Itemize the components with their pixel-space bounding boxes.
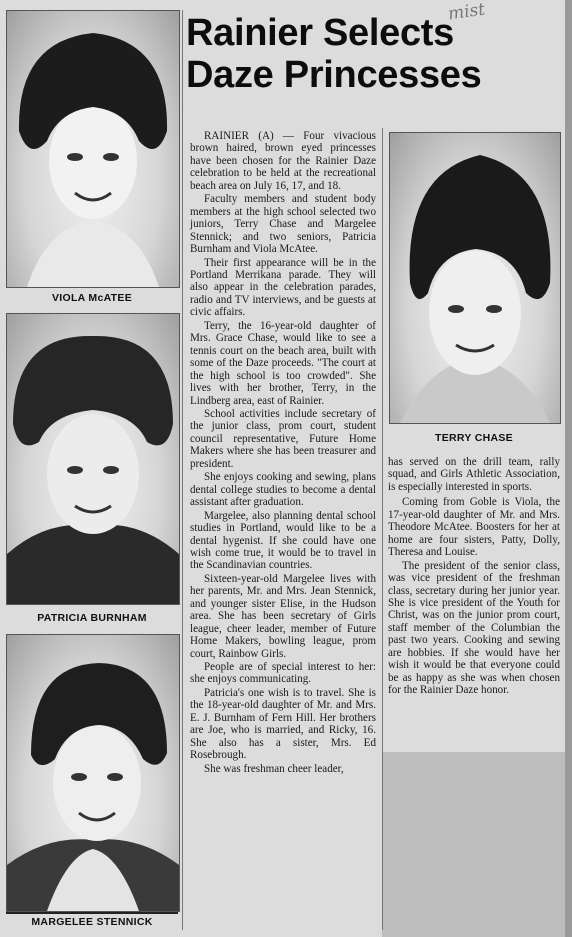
headline-line-2: Daze Princesses (186, 54, 482, 96)
article-paragraph: She enjoys cooking and sewing, plans dental college studies to become a dental assistant after graduation. (190, 471, 376, 509)
portrait-image (7, 314, 179, 604)
portrait-image (390, 133, 560, 423)
caption-underline (6, 912, 178, 914)
photo-patricia-burnham (6, 313, 180, 605)
caption-margelee: MARGELEE STENNICK (31, 916, 153, 928)
article-paragraph: She was freshman cheer leader, (204, 762, 344, 775)
article-paragraph: Sixteen-year-old Margelee lives with her parents, Mr. and Mrs. Jean Stennick, and younger sister Elise, in the Hudson area. She has been secretary of Girls league, cheer leader, member of Future Home Makers, bowling league, prom court, Rainbow Girls. (190, 572, 376, 660)
article-column-2 (388, 456, 560, 697)
headline-line-1: Rainier Selects (186, 12, 454, 54)
article-column-1 (190, 130, 376, 775)
column-rule-mid (382, 128, 383, 930)
article-paragraph: Their first appearance will be in the Portland Merrikana parade. They will also appear in the celebration parades, radio and TV interviews, and be guests at civic affairs. (190, 256, 376, 319)
page-edge (565, 0, 572, 937)
article-paragraph: The president of the senior class, was vice president of the freshman class, secretary during her junior year. She is vice president of the Youth for Christ, was on the junior prom court, staff member of the Columbian the past two years. Cooking and sewing are hobbies. If she would have her wish it would be that everyone could be as happy as she was when chosen for the Rainier Daze honor. (388, 559, 560, 697)
caption-patricia: PATRICIA BURNHAM (37, 612, 147, 624)
article-paragraph-continued: has served on the drill team, rally squad, and Girls Athletic Association, is especially interested in sports. (388, 456, 560, 493)
article-paragraph: Patricia's one wish is to travel. She is the 18-year-old daughter of Mr. and Mrs. E. J. Burnham of Fern Hill. Her brothers are Joe, who is married, and Ricky, 16. She also has a sister, Mrs. Ed Rosebrough. (190, 686, 376, 762)
photo-margelee-stennick (6, 634, 180, 912)
article-paragraph: RAINIER (A) — Four vivacious brown haired, brown eyed princesses have been chosen for the Rainier Daze celebration to be held at the recreational beach area on July 16, 17, and 18. (190, 130, 376, 192)
caption-viola: VIOLA McATEE (51, 292, 133, 304)
article-paragraph: Terry, the 16-year-old daughter of Mrs. Grace Chase, would like to see a tennis court on the beach area, built with some of the Daze proceeds. "The court at the high school is too crowded". She lives with her brother, Terry, in the Lindberg area, east of Rainier. (190, 319, 376, 407)
article-paragraph: Margelee, also planning dental school studies in Portland, would like to be a dental hygenist. If she could have one wish come true, it would be to travel in the Scandinavian countries. (190, 509, 376, 572)
column-rule-left (182, 10, 183, 930)
headline (186, 12, 558, 96)
blank-area (382, 752, 565, 937)
portrait-image (7, 11, 179, 287)
handwritten-note: mist (446, 0, 487, 25)
article-paragraph: Faculty members and student body members at the high school selected two juniors, Terry Chase and Margelee Stennick; and two seniors, Patricia Burnham and Viola McAtee. (190, 193, 376, 256)
caption-terry: TERRY CHASE (435, 432, 513, 444)
article-paragraph: School activities include secretary of the junior class, prom court, student council representative, Future Home Makers where she has been treasurer and president. (190, 407, 376, 470)
article-paragraph: People are of special interest to her: she enjoys communicating. (190, 661, 376, 686)
photo-terry-chase (389, 132, 561, 424)
photo-viola-mcatee (6, 10, 180, 288)
portrait-image (7, 635, 179, 911)
article-paragraph: Coming from Goble is Viola, the 17-year-old daughter of Mr. and Mrs. Theodore McAtee. Boosters for her at home are four sisters, Patty, Dolly, Theresa and Louise. (388, 496, 560, 559)
